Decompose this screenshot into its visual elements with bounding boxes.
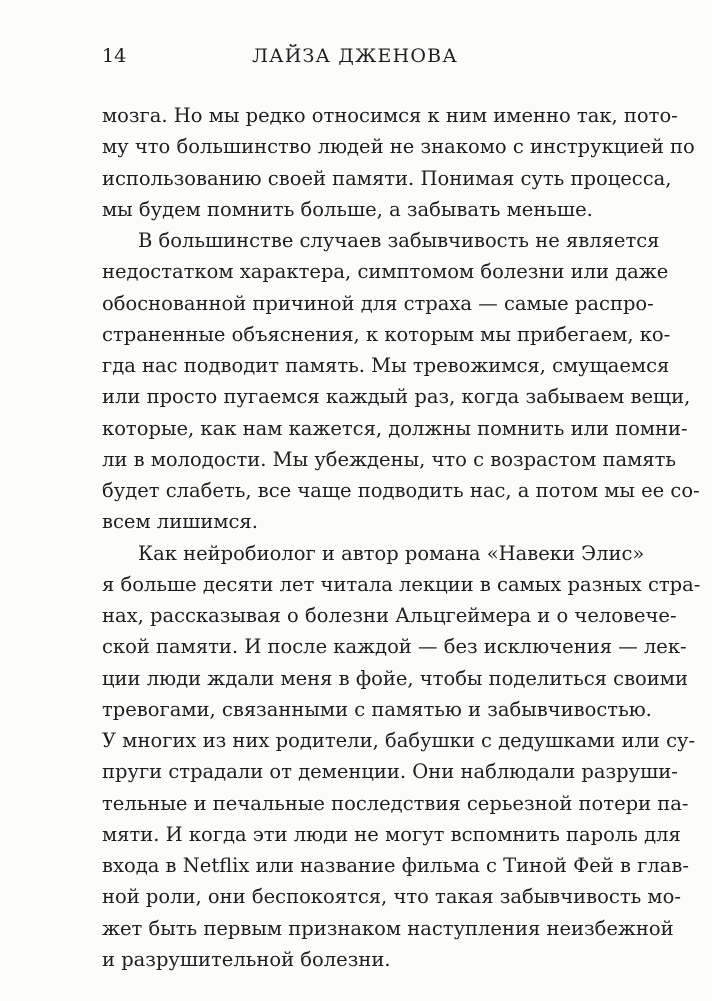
paragraph-1 <box>102 100 695 225</box>
text-line: страненные объяснения, к которым мы прибегаем, ко- <box>102 322 671 346</box>
text-line: тельные и печальные последствия серьезной потери па- <box>102 791 689 815</box>
text-line: ской памяти. И после каждой — без исключения — лек- <box>102 635 687 659</box>
text-line: му что большинство людей не знакомо с инструкцией по <box>102 135 695 159</box>
body-text <box>102 100 701 975</box>
text-line: всем лишимся. <box>102 510 258 534</box>
text-line: ной роли, они беспокоятся, что такая забывчивость мо- <box>102 885 681 909</box>
text-line: нах, рассказывая о болезни Альцгеймера и о человече- <box>102 604 677 627</box>
text-line: тревогами, связанными с памятью и забывчивостью. <box>102 697 652 721</box>
text-line: ли в молодости. Мы убеждены, что с возрастом память <box>102 447 676 471</box>
text-line: ции люди ждали меня в фойе, чтобы поделиться своими <box>102 666 688 690</box>
paragraph-3 <box>102 538 701 976</box>
text-line: я больше десяти лет читала лекции в самых разных стра- <box>102 572 701 596</box>
text-line: пруги страдали от деменции. Они наблюдали разруши- <box>102 760 678 784</box>
text-line: и разрушительной болезни. <box>102 947 391 971</box>
paragraph-2 <box>102 225 700 538</box>
text-line: мозга. Но мы редко относимся к ним именно так, пото- <box>102 104 678 127</box>
page-number: 14 <box>102 45 127 67</box>
text-line: У многих из них родители, бабушки с дедушками или су- <box>102 729 696 752</box>
running-title: ЛАЙЗА ДЖЕНОВА <box>252 45 458 67</box>
text-line: жет быть первым признаком наступления неизбежной <box>102 916 674 940</box>
text-line: гда нас подводит память. Мы тревожимся, смущаемся <box>102 354 670 377</box>
text-line: В большинстве случаев забывчивость не является <box>138 229 660 252</box>
text-line: будет слабеть, все чаще подводить нас, а потом мы ее со- <box>102 479 700 502</box>
running-header <box>102 41 608 71</box>
text-line: мяти. И когда эти люди не могут вспомнить пароль для <box>102 822 681 846</box>
text-line: Как нейробиолог и автор романа «Навеки Элис» <box>138 541 645 565</box>
text-line: использованию своей памяти. Понимая суть процесса, <box>102 166 672 190</box>
text-line: или просто пугаемся каждый раз, когда забываем вещи, <box>102 385 691 409</box>
text-line: недостатком характера, симптомом болезни или даже <box>102 260 669 284</box>
text-line: которые, как нам кажется, должны помнить или помни- <box>102 416 688 440</box>
text-line: входа в Netflix или название фильма с Тиной Фей в глав- <box>102 854 689 877</box>
text-line: обоснованной причиной для страха — самые распро- <box>102 291 654 315</box>
text-line: мы будем помнить больше, а забывать меньше. <box>102 197 593 221</box>
